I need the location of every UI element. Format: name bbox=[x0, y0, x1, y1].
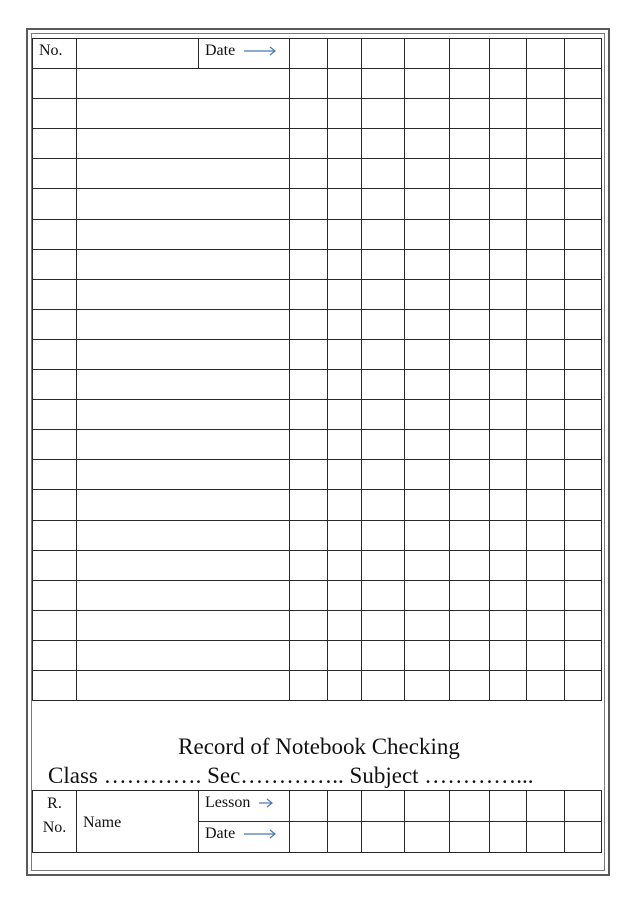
check-cell[interactable] bbox=[328, 189, 362, 219]
roll-no-cell[interactable] bbox=[33, 580, 77, 610]
no-header-cell bbox=[33, 39, 77, 69]
check-cell[interactable] bbox=[405, 339, 450, 369]
student-name-cell[interactable] bbox=[77, 279, 290, 309]
roll-no-cell[interactable] bbox=[33, 610, 77, 640]
check-cell[interactable] bbox=[405, 670, 450, 700]
check-cell[interactable] bbox=[527, 430, 565, 460]
student-name-cell[interactable] bbox=[77, 99, 290, 129]
check-cell[interactable] bbox=[290, 640, 328, 670]
check-cell[interactable] bbox=[527, 370, 565, 400]
student-name-cell[interactable] bbox=[77, 129, 290, 159]
check-cell[interactable] bbox=[290, 430, 328, 460]
date-cell[interactable] bbox=[527, 39, 565, 69]
roll-no-line1: R. bbox=[47, 795, 62, 812]
lesson-cell[interactable] bbox=[490, 791, 527, 822]
check-cell[interactable] bbox=[527, 189, 565, 219]
check-cell[interactable] bbox=[490, 550, 527, 580]
check-cell[interactable] bbox=[490, 670, 527, 700]
check-cell[interactable] bbox=[527, 309, 565, 339]
check-cell[interactable] bbox=[405, 520, 450, 550]
class-section-subject-line: Class …………. Sec………….. Subject …………... bbox=[48, 763, 534, 788]
check-cell[interactable] bbox=[405, 580, 450, 610]
student-name-cell[interactable] bbox=[77, 370, 290, 400]
student-name-cell[interactable] bbox=[77, 339, 290, 369]
lesson-cell[interactable] bbox=[405, 791, 450, 822]
date-cell[interactable] bbox=[405, 822, 450, 853]
check-cell[interactable] bbox=[527, 490, 565, 520]
date-cell[interactable] bbox=[290, 822, 328, 853]
check-cell[interactable] bbox=[490, 430, 527, 460]
check-cell[interactable] bbox=[527, 610, 565, 640]
student-name-cell[interactable] bbox=[77, 550, 290, 580]
roll-no-cell[interactable] bbox=[33, 640, 77, 670]
check-cell[interactable] bbox=[328, 670, 362, 700]
date-cell[interactable] bbox=[450, 822, 490, 853]
check-cell[interactable] bbox=[290, 670, 328, 700]
check-cell[interactable] bbox=[565, 580, 602, 610]
check-cell[interactable] bbox=[450, 580, 490, 610]
name-header-cell[interactable] bbox=[77, 39, 199, 69]
check-cell[interactable] bbox=[565, 640, 602, 670]
check-cell[interactable] bbox=[490, 249, 527, 279]
check-cell[interactable] bbox=[362, 580, 405, 610]
check-cell[interactable] bbox=[565, 159, 602, 189]
student-name-cell[interactable] bbox=[77, 490, 290, 520]
roll-no-cell[interactable] bbox=[33, 370, 77, 400]
check-cell[interactable] bbox=[405, 640, 450, 670]
date-header: Date bbox=[205, 42, 236, 59]
check-cell[interactable] bbox=[290, 69, 328, 99]
student-row bbox=[33, 610, 602, 640]
student-row bbox=[33, 460, 602, 490]
student-name-cell[interactable] bbox=[77, 159, 290, 189]
check-cell[interactable] bbox=[290, 460, 328, 490]
student-row bbox=[33, 400, 602, 430]
check-cell[interactable] bbox=[362, 460, 405, 490]
roll-no-cell[interactable] bbox=[33, 490, 77, 520]
check-cell[interactable] bbox=[290, 550, 328, 580]
check-cell[interactable] bbox=[405, 550, 450, 580]
check-cell[interactable] bbox=[405, 610, 450, 640]
check-cell[interactable] bbox=[405, 129, 450, 159]
check-cell[interactable] bbox=[490, 219, 527, 249]
check-cell[interactable] bbox=[405, 99, 450, 129]
student-name-cell[interactable] bbox=[77, 69, 290, 99]
roll-no-cell[interactable] bbox=[33, 430, 77, 460]
check-cell[interactable] bbox=[527, 400, 565, 430]
check-cell[interactable] bbox=[490, 400, 527, 430]
check-cell[interactable] bbox=[490, 520, 527, 550]
check-cell[interactable] bbox=[527, 640, 565, 670]
check-cell[interactable] bbox=[328, 69, 362, 99]
check-cell[interactable] bbox=[290, 249, 328, 279]
check-cell[interactable] bbox=[328, 159, 362, 189]
check-cell[interactable] bbox=[565, 279, 602, 309]
check-cell[interactable] bbox=[362, 430, 405, 460]
check-cell[interactable] bbox=[527, 279, 565, 309]
check-cell[interactable] bbox=[328, 460, 362, 490]
check-cell[interactable] bbox=[527, 159, 565, 189]
check-cell[interactable] bbox=[328, 219, 362, 249]
roll-no-cell[interactable] bbox=[33, 460, 77, 490]
check-cell[interactable] bbox=[565, 189, 602, 219]
lesson-cell[interactable] bbox=[565, 791, 602, 822]
check-cell[interactable] bbox=[328, 430, 362, 460]
check-cell[interactable] bbox=[362, 339, 405, 369]
student-row bbox=[33, 640, 602, 670]
check-cell[interactable] bbox=[405, 490, 450, 520]
check-cell[interactable] bbox=[362, 670, 405, 700]
check-cell[interactable] bbox=[290, 129, 328, 159]
check-cell[interactable] bbox=[328, 279, 362, 309]
check-cell[interactable] bbox=[565, 670, 602, 700]
check-cell[interactable] bbox=[328, 370, 362, 400]
check-cell[interactable] bbox=[362, 249, 405, 279]
check-cell[interactable] bbox=[450, 159, 490, 189]
check-cell[interactable] bbox=[527, 249, 565, 279]
lesson-row bbox=[33, 791, 602, 822]
check-cell[interactable] bbox=[290, 400, 328, 430]
right-arrow-icon bbox=[258, 798, 274, 808]
check-cell[interactable] bbox=[405, 309, 450, 339]
check-cell[interactable] bbox=[450, 430, 490, 460]
check-cell[interactable] bbox=[450, 610, 490, 640]
student-row bbox=[33, 309, 602, 339]
check-cell[interactable] bbox=[527, 219, 565, 249]
lesson-date-grid bbox=[32, 790, 602, 853]
check-cell[interactable] bbox=[290, 189, 328, 219]
check-cell[interactable] bbox=[527, 520, 565, 550]
check-cell[interactable] bbox=[565, 129, 602, 159]
check-cell[interactable] bbox=[405, 159, 450, 189]
student-row bbox=[33, 670, 602, 700]
lesson-cell[interactable] bbox=[450, 791, 490, 822]
student-row bbox=[33, 550, 602, 580]
date-cell[interactable] bbox=[450, 39, 490, 69]
roll-no-cell[interactable] bbox=[33, 99, 77, 129]
date-cell[interactable] bbox=[565, 822, 602, 853]
check-cell[interactable] bbox=[290, 159, 328, 189]
check-cell[interactable] bbox=[405, 69, 450, 99]
check-cell[interactable] bbox=[290, 490, 328, 520]
check-cell[interactable] bbox=[290, 219, 328, 249]
check-cell[interactable] bbox=[290, 370, 328, 400]
roll-no-cell[interactable] bbox=[33, 309, 77, 339]
check-cell[interactable] bbox=[490, 189, 527, 219]
check-cell[interactable] bbox=[328, 640, 362, 670]
name-header: Name bbox=[83, 814, 122, 831]
check-cell[interactable] bbox=[362, 189, 405, 219]
student-name-cell[interactable] bbox=[77, 610, 290, 640]
check-cell[interactable] bbox=[362, 490, 405, 520]
check-cell[interactable] bbox=[565, 460, 602, 490]
student-name-cell[interactable] bbox=[77, 400, 290, 430]
check-cell[interactable] bbox=[362, 370, 405, 400]
check-cell[interactable] bbox=[450, 249, 490, 279]
name-header-cell bbox=[77, 791, 199, 853]
header-row bbox=[33, 39, 602, 69]
check-cell[interactable] bbox=[527, 99, 565, 129]
check-cell[interactable] bbox=[290, 99, 328, 129]
check-cell[interactable] bbox=[405, 189, 450, 219]
check-cell[interactable] bbox=[490, 610, 527, 640]
check-cell[interactable] bbox=[362, 610, 405, 640]
date-label: Date bbox=[205, 825, 236, 842]
student-row bbox=[33, 69, 602, 99]
roll-no-cell[interactable] bbox=[33, 550, 77, 580]
roll-no-line2: No. bbox=[42, 819, 67, 836]
date-cell[interactable] bbox=[490, 822, 527, 853]
student-name-cell[interactable] bbox=[77, 309, 290, 339]
lesson-cell[interactable] bbox=[362, 791, 405, 822]
student-row bbox=[33, 129, 602, 159]
date-cell[interactable] bbox=[362, 39, 405, 69]
check-cell[interactable] bbox=[490, 490, 527, 520]
check-cell[interactable] bbox=[565, 520, 602, 550]
check-cell[interactable] bbox=[450, 309, 490, 339]
check-cell[interactable] bbox=[328, 339, 362, 369]
check-cell[interactable] bbox=[328, 520, 362, 550]
check-cell[interactable] bbox=[362, 219, 405, 249]
check-cell[interactable] bbox=[362, 520, 405, 550]
check-cell[interactable] bbox=[490, 309, 527, 339]
right-arrow-icon bbox=[243, 829, 277, 839]
check-cell[interactable] bbox=[565, 430, 602, 460]
check-cell[interactable] bbox=[450, 670, 490, 700]
date-cell[interactable] bbox=[290, 39, 328, 69]
check-cell[interactable] bbox=[405, 400, 450, 430]
check-cell[interactable] bbox=[565, 69, 602, 99]
check-cell[interactable] bbox=[290, 610, 328, 640]
student-row bbox=[33, 189, 602, 219]
date-cell[interactable] bbox=[490, 39, 527, 69]
check-cell[interactable] bbox=[450, 520, 490, 550]
check-cell[interactable] bbox=[450, 69, 490, 99]
check-cell[interactable] bbox=[405, 279, 450, 309]
student-name-cell[interactable] bbox=[77, 219, 290, 249]
check-cell[interactable] bbox=[490, 370, 527, 400]
check-cell[interactable] bbox=[405, 430, 450, 460]
student-row bbox=[33, 430, 602, 460]
check-cell[interactable] bbox=[290, 520, 328, 550]
student-name-cell[interactable] bbox=[77, 580, 290, 610]
check-cell[interactable] bbox=[450, 370, 490, 400]
check-cell[interactable] bbox=[490, 69, 527, 99]
roll-no-cell[interactable] bbox=[33, 670, 77, 700]
check-cell[interactable] bbox=[565, 249, 602, 279]
lesson-cell[interactable] bbox=[328, 791, 362, 822]
check-cell[interactable] bbox=[450, 400, 490, 430]
check-cell[interactable] bbox=[405, 219, 450, 249]
check-cell[interactable] bbox=[490, 339, 527, 369]
lesson-cell[interactable] bbox=[290, 791, 328, 822]
date-cell[interactable] bbox=[405, 39, 450, 69]
right-arrow-icon bbox=[243, 46, 277, 56]
student-name-cell[interactable] bbox=[77, 189, 290, 219]
check-cell[interactable] bbox=[450, 129, 490, 159]
check-cell[interactable] bbox=[490, 279, 527, 309]
check-cell[interactable] bbox=[362, 99, 405, 129]
roll-no-cell[interactable] bbox=[33, 339, 77, 369]
student-name-cell[interactable] bbox=[77, 640, 290, 670]
roll-no-cell[interactable] bbox=[33, 400, 77, 430]
date-label-cell bbox=[199, 822, 290, 853]
roll-no-cell[interactable] bbox=[33, 159, 77, 189]
roll-no-cell[interactable] bbox=[33, 189, 77, 219]
check-cell[interactable] bbox=[527, 460, 565, 490]
check-cell[interactable] bbox=[450, 279, 490, 309]
date-header-cell bbox=[199, 39, 290, 69]
roll-no-cell[interactable] bbox=[33, 249, 77, 279]
check-cell[interactable] bbox=[328, 610, 362, 640]
date-cell[interactable] bbox=[328, 39, 362, 69]
check-cell[interactable] bbox=[450, 339, 490, 369]
check-cell[interactable] bbox=[362, 159, 405, 189]
check-cell[interactable] bbox=[490, 159, 527, 189]
check-cell[interactable] bbox=[565, 339, 602, 369]
check-cell[interactable] bbox=[362, 550, 405, 580]
no-header: No. bbox=[39, 42, 63, 59]
check-cell[interactable] bbox=[328, 249, 362, 279]
student-row bbox=[33, 219, 602, 249]
check-cell[interactable] bbox=[290, 309, 328, 339]
check-cell[interactable] bbox=[362, 400, 405, 430]
roll-no-cell[interactable] bbox=[33, 129, 77, 159]
check-cell[interactable] bbox=[565, 219, 602, 249]
check-cell[interactable] bbox=[362, 640, 405, 670]
student-row bbox=[33, 159, 602, 189]
lesson-label-cell bbox=[199, 791, 290, 822]
check-cell[interactable] bbox=[450, 550, 490, 580]
check-cell[interactable] bbox=[490, 460, 527, 490]
check-cell[interactable] bbox=[527, 670, 565, 700]
check-cell[interactable] bbox=[565, 309, 602, 339]
check-cell[interactable] bbox=[565, 370, 602, 400]
check-cell[interactable] bbox=[490, 640, 527, 670]
check-cell[interactable] bbox=[565, 400, 602, 430]
check-cell[interactable] bbox=[450, 640, 490, 670]
student-row bbox=[33, 580, 602, 610]
roll-no-cell[interactable] bbox=[33, 219, 77, 249]
student-row bbox=[33, 279, 602, 309]
check-cell[interactable] bbox=[290, 339, 328, 369]
record-title: Record of Notebook Checking bbox=[178, 734, 460, 759]
student-name-cell[interactable] bbox=[77, 670, 290, 700]
check-cell[interactable] bbox=[328, 99, 362, 129]
check-cell[interactable] bbox=[490, 99, 527, 129]
date-cell[interactable] bbox=[527, 822, 565, 853]
check-cell[interactable] bbox=[527, 580, 565, 610]
check-cell[interactable] bbox=[565, 490, 602, 520]
check-cell[interactable] bbox=[527, 339, 565, 369]
check-cell[interactable] bbox=[490, 580, 527, 610]
check-cell[interactable] bbox=[450, 490, 490, 520]
student-name-cell[interactable] bbox=[77, 460, 290, 490]
roll-no-cell[interactable] bbox=[33, 69, 77, 99]
roll-no-cell[interactable] bbox=[33, 279, 77, 309]
roll-no-cell[interactable] bbox=[33, 520, 77, 550]
check-cell[interactable] bbox=[290, 580, 328, 610]
student-row bbox=[33, 520, 602, 550]
student-name-cell[interactable] bbox=[77, 520, 290, 550]
date-cell[interactable] bbox=[328, 822, 362, 853]
roll-no-header-cell bbox=[33, 791, 77, 853]
date-cell[interactable] bbox=[565, 39, 602, 69]
lesson-cell[interactable] bbox=[527, 791, 565, 822]
student-name-cell[interactable] bbox=[77, 249, 290, 279]
date-cell[interactable] bbox=[362, 822, 405, 853]
check-cell[interactable] bbox=[328, 309, 362, 339]
check-cell[interactable] bbox=[405, 460, 450, 490]
student-row bbox=[33, 99, 602, 129]
student-name-cell[interactable] bbox=[77, 430, 290, 460]
check-cell[interactable] bbox=[450, 460, 490, 490]
check-cell[interactable] bbox=[450, 189, 490, 219]
check-cell[interactable] bbox=[362, 129, 405, 159]
check-cell[interactable] bbox=[450, 99, 490, 129]
check-cell[interactable] bbox=[565, 610, 602, 640]
lesson-label: Lesson bbox=[205, 794, 251, 811]
check-cell[interactable] bbox=[362, 69, 405, 99]
student-row bbox=[33, 249, 602, 279]
check-cell[interactable] bbox=[405, 249, 450, 279]
check-cell[interactable] bbox=[565, 99, 602, 129]
student-row bbox=[33, 339, 602, 369]
student-row bbox=[33, 490, 602, 520]
check-cell[interactable] bbox=[328, 490, 362, 520]
check-cell[interactable] bbox=[527, 550, 565, 580]
check-cell[interactable] bbox=[290, 279, 328, 309]
check-cell[interactable] bbox=[527, 129, 565, 159]
check-cell[interactable] bbox=[328, 129, 362, 159]
check-cell[interactable] bbox=[362, 279, 405, 309]
check-cell[interactable] bbox=[362, 309, 405, 339]
check-cell[interactable] bbox=[527, 69, 565, 99]
check-cell[interactable] bbox=[328, 580, 362, 610]
check-cell[interactable] bbox=[565, 550, 602, 580]
check-cell[interactable] bbox=[328, 400, 362, 430]
check-cell[interactable] bbox=[490, 129, 527, 159]
notebook-record-grid bbox=[32, 38, 602, 701]
check-cell[interactable] bbox=[328, 550, 362, 580]
student-row bbox=[33, 370, 602, 400]
check-cell[interactable] bbox=[450, 219, 490, 249]
check-cell[interactable] bbox=[405, 370, 450, 400]
